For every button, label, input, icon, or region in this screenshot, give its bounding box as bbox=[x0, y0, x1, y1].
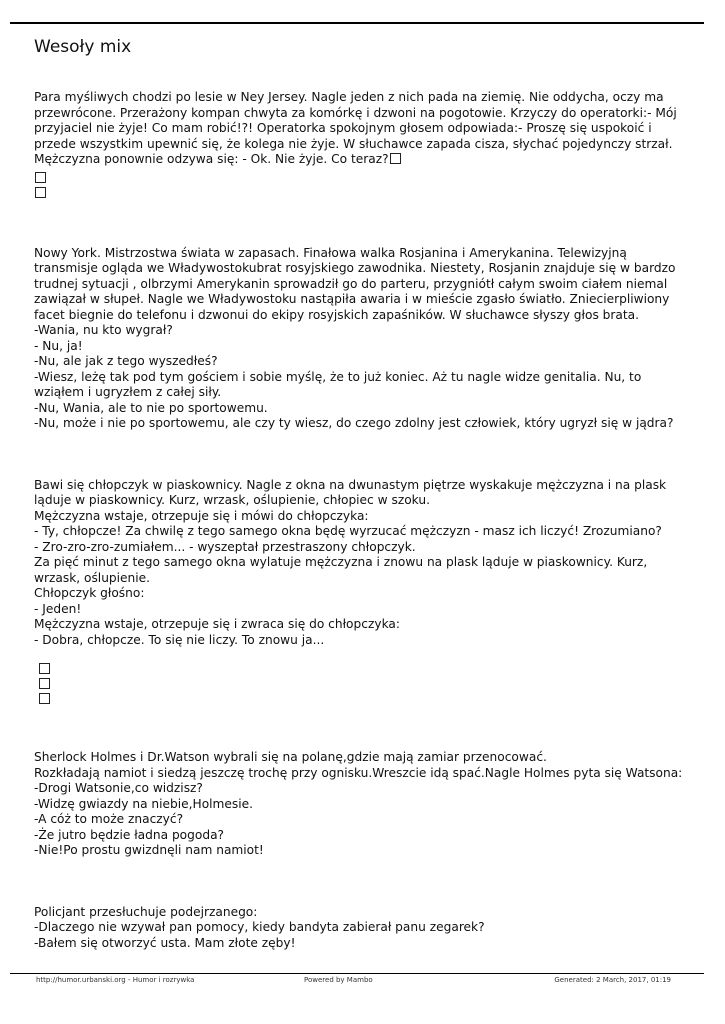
missing-glyph-group bbox=[34, 663, 699, 704]
story-line: przede wszystkim upewnić się, że kolega nie żyje. W słuchawce zapada cisza, słychać pojedynczy strzał. bbox=[34, 136, 673, 151]
story-sandbox bbox=[34, 478, 699, 649]
missing-glyph-box-icon bbox=[39, 693, 50, 704]
story-line: Rozkładają namiot i siedzą jeszczę trochę przy ognisku.Wreszcie idą spać.Nagle Holmes pyta się Watsona: bbox=[34, 765, 683, 780]
story-line: Mężczyzna ponownie odzywa się: - Ok. Nie żyje. Co teraz? bbox=[34, 152, 389, 166]
article-body bbox=[34, 90, 699, 951]
story-holmes bbox=[34, 750, 699, 859]
missing-glyph-box-icon bbox=[390, 153, 401, 164]
story-line: -Wiesz, leżę tak pod tym gościem i sobie myślę, że to już koniec. Aż tu nagle widze genitalia. Nu, to bbox=[34, 369, 642, 384]
story-line: ląduje w piaskownicy. Kurz, wrzask, oślupienie, chłopiec w szoku. bbox=[34, 493, 430, 507]
missing-glyph-box-icon bbox=[35, 172, 46, 183]
story-line: -Dlaczego nie wzywał pan pomocy, kiedy bandyta zabierał panu zegarek? bbox=[34, 920, 485, 934]
story-line: Para myśliwych chodzi po lesie w Ney Jersey. Nagle jeden z nich pada na ziemię. Nie oddycha, oczy ma bbox=[34, 90, 664, 104]
story-line: -Nu, może i nie po sportowemu, ale czy ty wiesz, do czego zdolny jest człowiek, który ugryzł się w jądra? bbox=[34, 416, 674, 430]
missing-glyph-box-icon bbox=[39, 678, 50, 689]
footer-powered-by: Powered by Mambo bbox=[304, 976, 373, 984]
story-line: przyjaciel nie żyje! Co mam robić!?! Operatorka spokojnym głosem odpowiada:- Proszę się uspokoić i bbox=[34, 121, 652, 135]
story-line: trudnej sytuacji , olbrzymi Amerykanin sprowadził go do parteru, przygniótł całym swoim ciałem niemal bbox=[34, 276, 668, 291]
story-police bbox=[34, 905, 699, 952]
story-line: Mężczyzna wstaje, otrzepuje się i mówi do chłopczyka: bbox=[34, 508, 369, 523]
missing-glyph-group bbox=[34, 172, 699, 198]
story-line: wziąłem i ugryzłem z całej siły. bbox=[34, 385, 222, 399]
spacer bbox=[34, 708, 699, 750]
story-line: Mężczyzna wstaje, otrzepuje się i zwraca się do chłopczyka: bbox=[34, 617, 400, 631]
story-line: -Widzę gwiazdy na niebie,Holmesie. bbox=[34, 796, 254, 811]
spacer bbox=[34, 432, 699, 478]
story-line: przewrócone. Przerażony kompan chwyta za komórkę i dzwoni na pogotowie. Krzyczy do operatorki:- Mój bbox=[34, 105, 677, 120]
story-line: facet biegnie do telefonu i dzwonui do ekipy rosyjskich zapaśników. W słuchawce słyszy głos brata. bbox=[34, 307, 640, 322]
story-line: - Dobra, chłopcze. To się nie liczy. To znowu ja... bbox=[34, 632, 325, 647]
story-wrestling bbox=[34, 246, 699, 432]
story-line-with-box bbox=[34, 152, 699, 168]
footer-site-link[interactable]: http://humor.urbanski.org - Humor i rozrywka bbox=[36, 976, 195, 984]
story-line: Chłopczyk głośno: bbox=[34, 586, 145, 600]
missing-glyph-box-icon bbox=[39, 663, 50, 674]
story-line: - Ty, chłopcze! Za chwilę z tego samego okna będę wyrzucać mężczyzn - masz ich liczyć! Zrozumiano? bbox=[34, 524, 662, 538]
spacer bbox=[34, 859, 699, 905]
story-line: - Nu, ja! bbox=[34, 338, 83, 353]
story-line: transmisje ogląda we Władywostokubrat rosyjskiego zawodnika. Niestety, Rosjanin znajduje się w bardzo bbox=[34, 261, 676, 275]
spacer bbox=[34, 648, 699, 659]
story-line: Sherlock Holmes i Dr.Watson wybrali się na polanę,gdzie mają zamiar przenocować. bbox=[34, 750, 547, 764]
story-line: - Jeden! bbox=[34, 601, 82, 616]
story-line: -A cóż to może znaczyć? bbox=[34, 812, 184, 826]
story-line: zawiązał w słupeł. Nagle we Władywostoku nastąpiła awaria i w mieście zgasło światło. Zniecierpliwiony bbox=[34, 292, 670, 306]
bottom-rule bbox=[10, 973, 704, 974]
story-line: - Zro-zro-zro-zumiałem... - wyszeptał przestraszony chłopczyk. bbox=[34, 539, 416, 554]
story-line: Bawi się chłopczyk w piaskownicy. Nagle z okna na dwunastym piętrze wyskakuje mężczyzna i na plask bbox=[34, 477, 667, 492]
spacer bbox=[34, 202, 699, 246]
story-line: -Bałem się otworzyć usta. Mam złote zęby! bbox=[34, 935, 296, 950]
footer-generated-date: Generated: 2 March, 2017, 01:19 bbox=[554, 976, 671, 984]
story-line: -Drogi Watsonie,co widzisz? bbox=[34, 781, 203, 795]
story-line: -Nu, ale jak z tego wyszedłeś? bbox=[34, 354, 218, 368]
story-hunters bbox=[34, 90, 699, 168]
story-line: wrzask, oślupienie. bbox=[34, 570, 151, 585]
story-line: -Nu, Wania, ale to nie po sportowemu. bbox=[34, 400, 268, 415]
page-title: Wesoły mix bbox=[34, 37, 132, 57]
story-line: Nowy York. Mistrzostwa świata w zapasach. Finałowa walka Rosjanina i Amerykanina. Telewizyjną bbox=[34, 245, 627, 260]
missing-glyph-box-icon bbox=[35, 187, 46, 198]
story-line: -Że jutro będzie ładna pogoda? bbox=[34, 827, 225, 842]
top-rule bbox=[10, 22, 704, 24]
story-line: -Nie!Po prostu gwizdnęli nam namiot! bbox=[34, 843, 264, 857]
story-line: -Wania, nu kto wygrał? bbox=[34, 323, 173, 337]
story-line: Za pięć minut z tego samego okna wylatuje mężczyzna i znowu na plask ląduje w piaskownicy. Kurz, bbox=[34, 555, 648, 569]
story-line: Policjant przesłuchuje podejrzanego: bbox=[34, 904, 258, 919]
